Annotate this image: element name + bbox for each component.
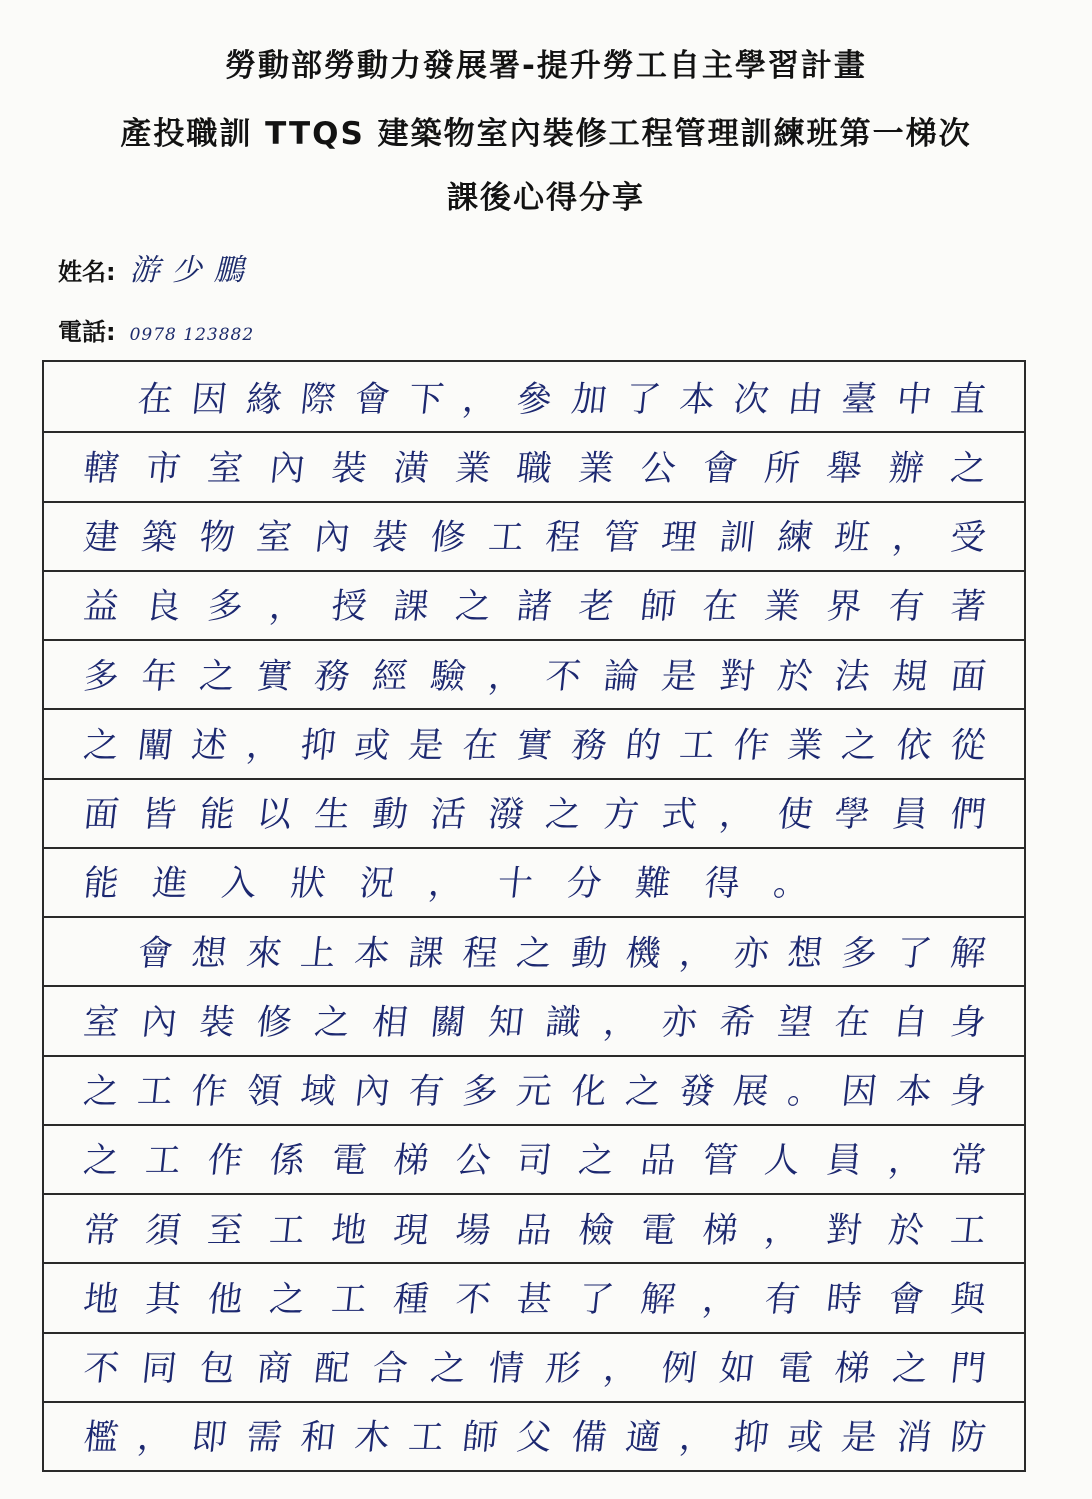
essay-line: 建 築 物 室 內 裝 修 工 程 管 理 訓 練 班 ， 受: [81, 518, 988, 559]
essay-line: 轄 市 室 內 裝 潢 業 職 業 公 會 所 舉 辦 之: [81, 448, 988, 489]
lined-essay-sheet: [42, 360, 1026, 1472]
essay-line: 之 工 作 領 域 內 有 多 元 化 之 發 展 。 因 本 身: [81, 1072, 988, 1113]
essay-line: 室 內 裝 修 之 相 關 知 識 ， 亦 希 望 在 自 身: [81, 1002, 988, 1043]
phone-field: [58, 312, 254, 347]
essay-line: 在 因 緣 際 會 下 ， 參 加 了 本 次 由 臺 中 直: [135, 379, 988, 420]
header-title-line-1: 勞動部勞動力發展署-提升勞工自主學習計畫: [225, 48, 867, 84]
essay-line: 能 進 入 狀 況 ， 十 分 難 得 。: [81, 864, 811, 905]
header-title-line-2: 產投職訓 TTQS 建築物室內裝修工程管理訓練班第一梯次: [120, 116, 972, 152]
essay-line: 地 其 他 之 工 種 不 甚 了 解 ， 有 時 會 與: [81, 1279, 988, 1320]
header-title-line-3: 課後心得分享: [447, 180, 645, 216]
essay-line: 之 闡 述 ， 抑 或 是 在 實 務 的 工 作 業 之 依 從: [81, 725, 988, 766]
phone-value: 0978 123882: [129, 325, 255, 345]
essay-line: 不 同 包 商 配 合 之 情 形 ， 例 如 電 梯 之 門: [81, 1349, 988, 1390]
essay-line: 檻 ， 即 需 和 木 工 師 父 備 適 ， 抑 或 是 消 防: [81, 1418, 988, 1459]
essay-line: 益 良 多 ， 授 課 之 諸 老 師 在 業 界 有 著: [81, 587, 988, 628]
name-field: [58, 245, 256, 289]
essay-line: 會 想 來 上 本 課 程 之 動 機 ， 亦 想 多 了 解: [135, 933, 988, 974]
name-label: 姓名:: [58, 258, 116, 286]
essay-line: 之 工 作 係 電 梯 公 司 之 品 管 人 員 ， 常: [81, 1141, 988, 1182]
essay-line: 常 須 至 工 地 現 場 品 檢 電 梯 ， 對 於 工: [81, 1210, 988, 1251]
essay-line: 面 皆 能 以 生 動 活 潑 之 方 式 ， 使 學 員 們: [81, 795, 988, 836]
name-value: 游少鵬: [129, 253, 256, 288]
essay-line: 多 年 之 實 務 經 驗 ， 不 論 是 對 於 法 規 面: [81, 656, 988, 697]
phone-label: 電話:: [58, 318, 116, 346]
